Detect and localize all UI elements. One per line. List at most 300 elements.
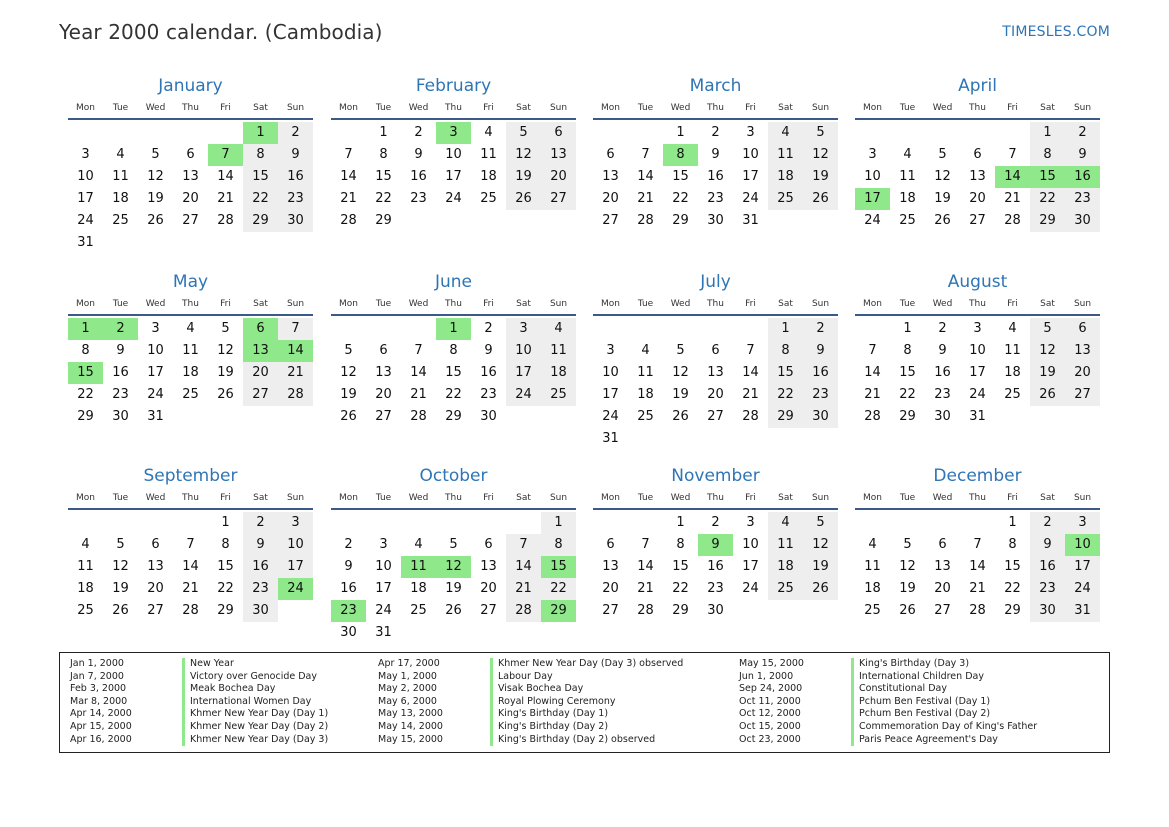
day-cell[interactable]: 14 xyxy=(506,556,541,578)
day-cell[interactable]: 11 xyxy=(112,169,129,184)
day-cell[interactable]: 22 xyxy=(541,578,576,600)
day-cell[interactable]: 28 xyxy=(637,603,654,618)
day-cell[interactable]: 8 xyxy=(768,340,803,362)
holiday-day-cell[interactable]: 12 xyxy=(436,556,471,578)
day-cell[interactable]: 11 xyxy=(1004,343,1021,358)
day-cell[interactable]: 29 xyxy=(445,409,462,424)
day-cell[interactable]: 8 xyxy=(1008,537,1017,552)
day-cell[interactable]: 23 xyxy=(1030,578,1065,600)
day-cell[interactable]: 19 xyxy=(506,166,541,188)
day-cell[interactable]: 10 xyxy=(742,537,759,552)
day-cell[interactable]: 12 xyxy=(340,365,357,380)
day-cell[interactable]: 19 xyxy=(340,387,357,402)
day-cell[interactable]: 19 xyxy=(803,166,838,188)
holiday-day-cell[interactable]: 6 xyxy=(243,318,278,340)
day-cell[interactable]: 17 xyxy=(742,169,759,184)
day-cell[interactable]: 11 xyxy=(637,365,654,380)
day-cell[interactable]: 29 xyxy=(375,213,392,228)
day-cell[interactable]: 15 xyxy=(1004,559,1021,574)
day-cell[interactable]: 29 xyxy=(77,409,94,424)
day-cell[interactable]: 27 xyxy=(969,213,986,228)
day-cell[interactable]: 17 xyxy=(375,581,392,596)
day-cell[interactable]: 26 xyxy=(672,409,689,424)
day-cell[interactable]: 17 xyxy=(742,559,759,574)
day-cell[interactable]: 1 xyxy=(676,515,685,530)
day-cell[interactable]: 22 xyxy=(1030,188,1065,210)
day-cell[interactable]: 7 xyxy=(641,537,650,552)
day-cell[interactable]: 13 xyxy=(602,169,619,184)
day-cell[interactable]: 5 xyxy=(116,537,125,552)
day-cell[interactable]: 2 xyxy=(243,512,278,534)
day-cell[interactable]: 20 xyxy=(934,581,951,596)
day-cell[interactable]: 20 xyxy=(147,581,164,596)
day-cell[interactable]: 16 xyxy=(278,166,313,188)
day-cell[interactable]: 29 xyxy=(899,409,916,424)
day-cell[interactable]: 9 xyxy=(243,534,278,556)
day-cell[interactable]: 22 xyxy=(768,384,803,406)
day-cell[interactable]: 28 xyxy=(864,409,881,424)
day-cell[interactable]: 12 xyxy=(672,365,689,380)
day-cell[interactable]: 4 xyxy=(903,147,912,162)
day-cell[interactable]: 22 xyxy=(899,387,916,402)
day-cell[interactable]: 9 xyxy=(711,147,720,162)
day-cell[interactable]: 31 xyxy=(742,213,759,228)
day-cell[interactable]: 25 xyxy=(1004,387,1021,402)
day-cell[interactable]: 9 xyxy=(1030,534,1065,556)
day-cell[interactable]: 12 xyxy=(1030,340,1065,362)
day-cell[interactable]: 1 xyxy=(903,321,912,336)
day-cell[interactable]: 21 xyxy=(217,191,234,206)
day-cell[interactable]: 5 xyxy=(676,343,685,358)
day-cell[interactable]: 25 xyxy=(480,191,497,206)
day-cell[interactable]: 20 xyxy=(969,191,986,206)
day-cell[interactable]: 6 xyxy=(606,537,615,552)
holiday-day-cell[interactable]: 1 xyxy=(436,318,471,340)
day-cell[interactable]: 4 xyxy=(484,125,493,140)
day-cell[interactable]: 6 xyxy=(484,537,493,552)
day-cell[interactable]: 11 xyxy=(77,559,94,574)
day-cell[interactable]: 24 xyxy=(742,581,759,596)
day-cell[interactable]: 9 xyxy=(1065,144,1100,166)
day-cell[interactable]: 18 xyxy=(768,556,803,578)
day-cell[interactable]: 5 xyxy=(221,321,230,336)
day-cell[interactable]: 20 xyxy=(1065,362,1100,384)
day-cell[interactable]: 22 xyxy=(375,191,392,206)
day-cell[interactable]: 1 xyxy=(1008,515,1017,530)
day-cell[interactable]: 29 xyxy=(217,603,234,618)
day-cell[interactable]: 20 xyxy=(182,191,199,206)
day-cell[interactable]: 24 xyxy=(445,191,462,206)
day-cell[interactable]: 12 xyxy=(147,169,164,184)
day-cell[interactable]: 15 xyxy=(768,362,803,384)
day-cell[interactable]: 25 xyxy=(864,603,881,618)
day-cell[interactable]: 21 xyxy=(1004,191,1021,206)
day-cell[interactable]: 17 xyxy=(445,169,462,184)
day-cell[interactable]: 7 xyxy=(1008,147,1017,162)
day-cell[interactable]: 27 xyxy=(602,213,619,228)
day-cell[interactable]: 2 xyxy=(278,122,313,144)
day-cell[interactable]: 6 xyxy=(151,537,160,552)
day-cell[interactable]: 30 xyxy=(243,600,278,622)
day-cell[interactable]: 27 xyxy=(707,409,724,424)
day-cell[interactable]: 22 xyxy=(217,581,234,596)
day-cell[interactable]: 17 xyxy=(77,191,94,206)
day-cell[interactable]: 30 xyxy=(278,210,313,232)
day-cell[interactable]: 2 xyxy=(1065,122,1100,144)
day-cell[interactable]: 22 xyxy=(672,581,689,596)
day-cell[interactable]: 7 xyxy=(278,318,313,340)
day-cell[interactable]: 15 xyxy=(672,169,689,184)
day-cell[interactable]: 16 xyxy=(480,365,497,380)
day-cell[interactable]: 4 xyxy=(768,512,803,534)
day-cell[interactable]: 15 xyxy=(217,559,234,574)
day-cell[interactable]: 7 xyxy=(414,343,423,358)
day-cell[interactable]: 18 xyxy=(899,191,916,206)
day-cell[interactable]: 5 xyxy=(151,147,160,162)
day-cell[interactable]: 26 xyxy=(340,409,357,424)
day-cell[interactable]: 10 xyxy=(147,343,164,358)
day-cell[interactable]: 12 xyxy=(899,559,916,574)
day-cell[interactable]: 14 xyxy=(182,559,199,574)
day-cell[interactable]: 27 xyxy=(602,603,619,618)
day-cell[interactable]: 7 xyxy=(746,343,755,358)
day-cell[interactable]: 19 xyxy=(934,191,951,206)
day-cell[interactable]: 10 xyxy=(375,559,392,574)
day-cell[interactable]: 18 xyxy=(541,362,576,384)
day-cell[interactable]: 9 xyxy=(414,147,423,162)
day-cell[interactable]: 6 xyxy=(186,147,195,162)
day-cell[interactable]: 17 xyxy=(969,365,986,380)
holiday-day-cell[interactable]: 17 xyxy=(855,188,890,210)
day-cell[interactable]: 18 xyxy=(864,581,881,596)
day-cell[interactable]: 31 xyxy=(147,409,164,424)
day-cell[interactable]: 19 xyxy=(899,581,916,596)
day-cell[interactable]: 2 xyxy=(484,321,493,336)
day-cell[interactable]: 23 xyxy=(480,387,497,402)
day-cell[interactable]: 15 xyxy=(899,365,916,380)
day-cell[interactable]: 28 xyxy=(506,600,541,622)
day-cell[interactable]: 21 xyxy=(742,387,759,402)
day-cell[interactable]: 19 xyxy=(445,581,462,596)
day-cell[interactable]: 30 xyxy=(803,406,838,428)
day-cell[interactable]: 4 xyxy=(868,537,877,552)
day-cell[interactable]: 3 xyxy=(151,321,160,336)
day-cell[interactable]: 26 xyxy=(217,387,234,402)
day-cell[interactable]: 4 xyxy=(1008,321,1017,336)
day-cell[interactable]: 31 xyxy=(602,431,619,446)
day-cell[interactable]: 19 xyxy=(217,365,234,380)
day-cell[interactable]: 1 xyxy=(379,125,388,140)
day-cell[interactable]: 19 xyxy=(112,581,129,596)
day-cell[interactable]: 18 xyxy=(1004,365,1021,380)
day-cell[interactable]: 22 xyxy=(1004,581,1021,596)
day-cell[interactable]: 23 xyxy=(1065,188,1100,210)
day-cell[interactable]: 18 xyxy=(768,166,803,188)
day-cell[interactable]: 23 xyxy=(112,387,129,402)
day-cell[interactable]: 7 xyxy=(186,537,195,552)
day-cell[interactable]: 6 xyxy=(606,147,615,162)
day-cell[interactable]: 14 xyxy=(410,365,427,380)
day-cell[interactable]: 23 xyxy=(410,191,427,206)
day-cell[interactable]: 21 xyxy=(506,578,541,600)
day-cell[interactable]: 23 xyxy=(707,581,724,596)
day-cell[interactable]: 10 xyxy=(506,340,541,362)
day-cell[interactable]: 17 xyxy=(278,556,313,578)
day-cell[interactable]: 10 xyxy=(969,343,986,358)
day-cell[interactable]: 18 xyxy=(77,581,94,596)
day-cell[interactable]: 10 xyxy=(742,147,759,162)
day-cell[interactable]: 8 xyxy=(243,144,278,166)
day-cell[interactable]: 16 xyxy=(1030,556,1065,578)
day-cell[interactable]: 5 xyxy=(1030,318,1065,340)
day-cell[interactable]: 14 xyxy=(969,559,986,574)
day-cell[interactable]: 30 xyxy=(340,625,357,640)
day-cell[interactable]: 26 xyxy=(506,188,541,210)
day-cell[interactable]: 29 xyxy=(768,406,803,428)
day-cell[interactable]: 29 xyxy=(1030,210,1065,232)
day-cell[interactable]: 26 xyxy=(934,213,951,228)
day-cell[interactable]: 25 xyxy=(899,213,916,228)
holiday-day-cell[interactable]: 23 xyxy=(331,600,366,622)
day-cell[interactable]: 27 xyxy=(243,384,278,406)
day-cell[interactable]: 2 xyxy=(711,125,720,140)
day-cell[interactable]: 24 xyxy=(77,213,94,228)
day-cell[interactable]: 17 xyxy=(1065,556,1100,578)
day-cell[interactable]: 22 xyxy=(445,387,462,402)
day-cell[interactable]: 30 xyxy=(707,213,724,228)
day-cell[interactable]: 6 xyxy=(711,343,720,358)
day-cell[interactable]: 27 xyxy=(1065,384,1100,406)
day-cell[interactable]: 28 xyxy=(410,409,427,424)
holiday-day-cell[interactable]: 14 xyxy=(995,166,1030,188)
day-cell[interactable]: 15 xyxy=(445,365,462,380)
day-cell[interactable]: 26 xyxy=(112,603,129,618)
day-cell[interactable]: 26 xyxy=(803,188,838,210)
day-cell[interactable]: 12 xyxy=(217,343,234,358)
day-cell[interactable]: 13 xyxy=(541,144,576,166)
day-cell[interactable]: 13 xyxy=(969,169,986,184)
day-cell[interactable]: 12 xyxy=(934,169,951,184)
day-cell[interactable]: 19 xyxy=(1030,362,1065,384)
day-cell[interactable]: 31 xyxy=(77,235,94,250)
day-cell[interactable]: 10 xyxy=(602,365,619,380)
day-cell[interactable]: 28 xyxy=(182,603,199,618)
day-cell[interactable]: 13 xyxy=(1065,340,1100,362)
day-cell[interactable]: 3 xyxy=(81,147,90,162)
day-cell[interactable]: 18 xyxy=(182,365,199,380)
holiday-day-cell[interactable]: 1 xyxy=(68,318,103,340)
day-cell[interactable]: 16 xyxy=(340,581,357,596)
day-cell[interactable]: 10 xyxy=(445,147,462,162)
day-cell[interactable]: 20 xyxy=(243,362,278,384)
day-cell[interactable]: 4 xyxy=(768,122,803,144)
day-cell[interactable]: 23 xyxy=(278,188,313,210)
day-cell[interactable]: 24 xyxy=(506,384,541,406)
day-cell[interactable]: 28 xyxy=(969,603,986,618)
holiday-day-cell[interactable]: 16 xyxy=(1065,166,1100,188)
day-cell[interactable]: 3 xyxy=(606,343,615,358)
holiday-day-cell[interactable]: 7 xyxy=(208,144,243,166)
day-cell[interactable]: 22 xyxy=(243,188,278,210)
day-cell[interactable]: 4 xyxy=(186,321,195,336)
day-cell[interactable]: 11 xyxy=(480,147,497,162)
day-cell[interactable]: 8 xyxy=(676,537,685,552)
day-cell[interactable]: 4 xyxy=(116,147,125,162)
day-cell[interactable]: 9 xyxy=(278,144,313,166)
day-cell[interactable]: 8 xyxy=(379,147,388,162)
day-cell[interactable]: 18 xyxy=(410,581,427,596)
day-cell[interactable]: 3 xyxy=(278,512,313,534)
day-cell[interactable]: 5 xyxy=(506,122,541,144)
holiday-day-cell[interactable]: 24 xyxy=(278,578,313,600)
holiday-day-cell[interactable]: 9 xyxy=(698,534,733,556)
holiday-day-cell[interactable]: 15 xyxy=(541,556,576,578)
day-cell[interactable]: 16 xyxy=(112,365,129,380)
day-cell[interactable]: 17 xyxy=(147,365,164,380)
day-cell[interactable]: 1 xyxy=(221,515,230,530)
day-cell[interactable]: 25 xyxy=(768,578,803,600)
day-cell[interactable]: 2 xyxy=(938,321,947,336)
day-cell[interactable]: 26 xyxy=(803,578,838,600)
day-cell[interactable]: 5 xyxy=(344,343,353,358)
day-cell[interactable]: 27 xyxy=(934,603,951,618)
day-cell[interactable]: 13 xyxy=(480,559,497,574)
holiday-day-cell[interactable]: 29 xyxy=(541,600,576,622)
day-cell[interactable]: 30 xyxy=(480,409,497,424)
day-cell[interactable]: 1 xyxy=(541,512,576,534)
day-cell[interactable]: 21 xyxy=(864,387,881,402)
day-cell[interactable]: 20 xyxy=(707,387,724,402)
day-cell[interactable]: 14 xyxy=(637,559,654,574)
day-cell[interactable]: 29 xyxy=(243,210,278,232)
day-cell[interactable]: 23 xyxy=(707,191,724,206)
day-cell[interactable]: 9 xyxy=(344,559,353,574)
day-cell[interactable]: 24 xyxy=(375,603,392,618)
day-cell[interactable]: 2 xyxy=(711,515,720,530)
holiday-day-cell[interactable]: 3 xyxy=(436,122,471,144)
day-cell[interactable]: 5 xyxy=(449,537,458,552)
day-cell[interactable]: 13 xyxy=(934,559,951,574)
day-cell[interactable]: 3 xyxy=(746,125,755,140)
day-cell[interactable]: 5 xyxy=(903,537,912,552)
day-cell[interactable]: 11 xyxy=(182,343,199,358)
day-cell[interactable]: 3 xyxy=(868,147,877,162)
day-cell[interactable]: 8 xyxy=(81,343,90,358)
day-cell[interactable]: 29 xyxy=(672,603,689,618)
day-cell[interactable]: 31 xyxy=(1065,600,1100,622)
day-cell[interactable]: 26 xyxy=(147,213,164,228)
day-cell[interactable]: 8 xyxy=(903,343,912,358)
day-cell[interactable]: 3 xyxy=(973,321,982,336)
day-cell[interactable]: 18 xyxy=(112,191,129,206)
day-cell[interactable]: 24 xyxy=(969,387,986,402)
day-cell[interactable]: 8 xyxy=(221,537,230,552)
day-cell[interactable]: 7 xyxy=(973,537,982,552)
day-cell[interactable]: 16 xyxy=(803,362,838,384)
day-cell[interactable]: 30 xyxy=(112,409,129,424)
day-cell[interactable]: 28 xyxy=(217,213,234,228)
day-cell[interactable]: 28 xyxy=(742,409,759,424)
day-cell[interactable]: 3 xyxy=(746,515,755,530)
day-cell[interactable]: 20 xyxy=(602,581,619,596)
day-cell[interactable]: 21 xyxy=(410,387,427,402)
holiday-day-cell[interactable]: 8 xyxy=(663,144,698,166)
day-cell[interactable]: 4 xyxy=(541,318,576,340)
day-cell[interactable]: 4 xyxy=(414,537,423,552)
day-cell[interactable]: 11 xyxy=(541,340,576,362)
day-cell[interactable]: 9 xyxy=(484,343,493,358)
day-cell[interactable]: 10 xyxy=(864,169,881,184)
day-cell[interactable]: 27 xyxy=(182,213,199,228)
day-cell[interactable]: 24 xyxy=(742,191,759,206)
day-cell[interactable]: 27 xyxy=(375,409,392,424)
day-cell[interactable]: 6 xyxy=(379,343,388,358)
day-cell[interactable]: 13 xyxy=(147,559,164,574)
day-cell[interactable]: 3 xyxy=(1065,512,1100,534)
day-cell[interactable]: 21 xyxy=(182,581,199,596)
day-cell[interactable]: 14 xyxy=(742,365,759,380)
day-cell[interactable]: 31 xyxy=(375,625,392,640)
day-cell[interactable]: 25 xyxy=(182,387,199,402)
day-cell[interactable]: 26 xyxy=(445,603,462,618)
day-cell[interactable]: 6 xyxy=(541,122,576,144)
day-cell[interactable]: 28 xyxy=(1004,213,1021,228)
day-cell[interactable]: 25 xyxy=(112,213,129,228)
day-cell[interactable]: 10 xyxy=(278,534,313,556)
day-cell[interactable]: 2 xyxy=(344,537,353,552)
day-cell[interactable]: 9 xyxy=(803,340,838,362)
day-cell[interactable]: 28 xyxy=(340,213,357,228)
day-cell[interactable]: 7 xyxy=(641,147,650,162)
day-cell[interactable]: 1 xyxy=(676,125,685,140)
day-cell[interactable]: 16 xyxy=(243,556,278,578)
day-cell[interactable]: 2 xyxy=(1030,512,1065,534)
day-cell[interactable]: 10 xyxy=(77,169,94,184)
day-cell[interactable]: 21 xyxy=(637,191,654,206)
day-cell[interactable]: 8 xyxy=(541,534,576,556)
day-cell[interactable]: 7 xyxy=(344,147,353,162)
day-cell[interactable]: 24 xyxy=(864,213,881,228)
day-cell[interactable]: 12 xyxy=(803,534,838,556)
day-cell[interactable]: 28 xyxy=(637,213,654,228)
holiday-day-cell[interactable]: 15 xyxy=(68,362,103,384)
day-cell[interactable]: 29 xyxy=(672,213,689,228)
day-cell[interactable]: 8 xyxy=(449,343,458,358)
day-cell[interactable]: 7 xyxy=(868,343,877,358)
day-cell[interactable]: 15 xyxy=(375,169,392,184)
day-cell[interactable]: 14 xyxy=(864,365,881,380)
day-cell[interactable]: 25 xyxy=(768,188,803,210)
day-cell[interactable]: 23 xyxy=(803,384,838,406)
day-cell[interactable]: 6 xyxy=(938,537,947,552)
day-cell[interactable]: 11 xyxy=(899,169,916,184)
day-cell[interactable]: 20 xyxy=(375,387,392,402)
day-cell[interactable]: 9 xyxy=(116,343,125,358)
day-cell[interactable]: 9 xyxy=(938,343,947,358)
day-cell[interactable]: 22 xyxy=(672,191,689,206)
day-cell[interactable]: 3 xyxy=(506,318,541,340)
day-cell[interactable]: 8 xyxy=(1030,144,1065,166)
day-cell[interactable]: 13 xyxy=(182,169,199,184)
day-cell[interactable]: 5 xyxy=(803,122,838,144)
day-cell[interactable]: 22 xyxy=(77,387,94,402)
day-cell[interactable]: 16 xyxy=(934,365,951,380)
day-cell[interactable]: 21 xyxy=(969,581,986,596)
holiday-day-cell[interactable]: 15 xyxy=(1030,166,1065,188)
day-cell[interactable]: 25 xyxy=(541,384,576,406)
day-cell[interactable]: 27 xyxy=(480,603,497,618)
day-cell[interactable]: 31 xyxy=(969,409,986,424)
